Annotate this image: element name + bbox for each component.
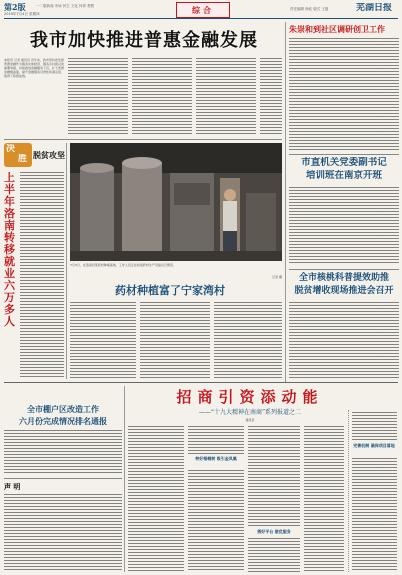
kicker-char-2: 胜 bbox=[18, 154, 28, 164]
mid-headline: 药材种植富了宁家湾村 bbox=[115, 284, 225, 297]
lead-col-2 bbox=[68, 58, 128, 136]
investment-sub-1: 种好梧桐树 吸引金凤凰 bbox=[195, 456, 237, 461]
investment-byline: 通讯员 bbox=[245, 418, 255, 422]
right-rule-1 bbox=[289, 154, 399, 155]
feature-kicker bbox=[4, 143, 64, 169]
left-bottom-headline-2: 六月份完成情况排名通报 bbox=[19, 416, 107, 426]
feature-vertical-title: 上半年洛南转移就业六万多人 bbox=[4, 172, 15, 328]
notice-title: 声 明 bbox=[4, 482, 21, 491]
page-label: 第2版 bbox=[4, 2, 26, 12]
investment-subheadline: ——“十九大精神在南商”系列报道之二 bbox=[198, 409, 302, 416]
right-article-1 bbox=[289, 24, 399, 152]
investment-col-3 bbox=[248, 426, 300, 572]
investment-sidebar bbox=[348, 410, 399, 572]
right-article-2-headline-1: 市直机关党委副书记 bbox=[301, 157, 387, 168]
right-article-1-headline: 朱崇和到社区调研创卫工作 bbox=[289, 24, 385, 34]
mid-col-3 bbox=[214, 302, 282, 378]
date-line: 2019年7月4日 星期四 bbox=[4, 12, 40, 16]
lead-col-5 bbox=[260, 58, 282, 136]
section-title-box bbox=[176, 2, 230, 18]
lead-col-3 bbox=[132, 58, 192, 136]
feature-rule bbox=[66, 143, 67, 379]
notice-rule bbox=[4, 478, 122, 479]
lead-col-4 bbox=[196, 58, 256, 136]
factory-photo bbox=[70, 143, 282, 261]
right-column-rule bbox=[285, 22, 286, 382]
right-article-3-body bbox=[289, 302, 399, 378]
investment-col-2 bbox=[188, 426, 244, 572]
left-bottom-rule bbox=[124, 386, 125, 572]
lower-section-rule bbox=[4, 382, 398, 383]
lead-headline: 我市加快推进普惠金融发展 bbox=[30, 30, 258, 51]
right-article-3 bbox=[289, 272, 399, 380]
feature-body bbox=[20, 172, 64, 377]
paper-name: 芜湖日报 bbox=[356, 3, 393, 13]
mid-col-2 bbox=[140, 302, 210, 378]
photo-credit: 记者 摄 bbox=[272, 275, 282, 279]
right-article-2-headline-2: 培训班在南京开班 bbox=[305, 170, 382, 181]
right-article-2 bbox=[289, 157, 399, 267]
photo-drawing bbox=[70, 143, 282, 261]
left-bottom bbox=[4, 386, 122, 572]
section-title: 综合 bbox=[192, 5, 214, 15]
kicker-badge bbox=[4, 143, 32, 167]
right-rule-2 bbox=[289, 269, 399, 270]
kicker-tail: 脱贫攻坚 bbox=[33, 150, 65, 160]
left-bottom-headline-1: 全市棚户区改造工作 bbox=[27, 404, 99, 414]
kicker-char-1: 决 bbox=[6, 144, 16, 154]
right-article-3-headline-2: 脱贫增收现场推进会召开 bbox=[294, 286, 394, 296]
edition-info: 责任编辑 徐佳 版式 王磊 bbox=[290, 7, 329, 11]
investment-col-4 bbox=[304, 426, 344, 572]
right-article-1-body bbox=[289, 38, 399, 150]
masthead-rule bbox=[4, 18, 398, 19]
investment-headline: 招商引资添动能 bbox=[176, 388, 324, 406]
right-article-2-body bbox=[289, 187, 399, 265]
left-bottom-body bbox=[4, 430, 122, 474]
lead-bottom-rule bbox=[4, 139, 282, 140]
investment-sidebar-title: 完善机制 确保项目落地 bbox=[353, 443, 395, 448]
right-article-3-headline-1: 全市核桃科普提效助推 bbox=[298, 273, 389, 283]
mid-col-1 bbox=[70, 302, 136, 378]
investment-col-1 bbox=[128, 426, 184, 572]
lead-col-1: 本报讯 记者 通讯员 近年来，我市坚持把发展普惠金融作为服务实体经济、服务乡村振兴的重要举措，持续推进金融服务下沉，扩大普惠金融覆盖面，提升金融服务可得性和满意度，取得了积极成效。 bbox=[4, 58, 64, 78]
investment-sub-2: 搭好平台 做优服务 bbox=[257, 529, 291, 534]
notice-body bbox=[4, 494, 122, 570]
nav-strip: 一二版新闻 市场 民生 文化 体育 观察 bbox=[36, 4, 95, 8]
photo-caption: 7月4日，在洛南县某药材种植基地，工作人员正在检查药材生产设备运行情况。 bbox=[70, 263, 176, 267]
